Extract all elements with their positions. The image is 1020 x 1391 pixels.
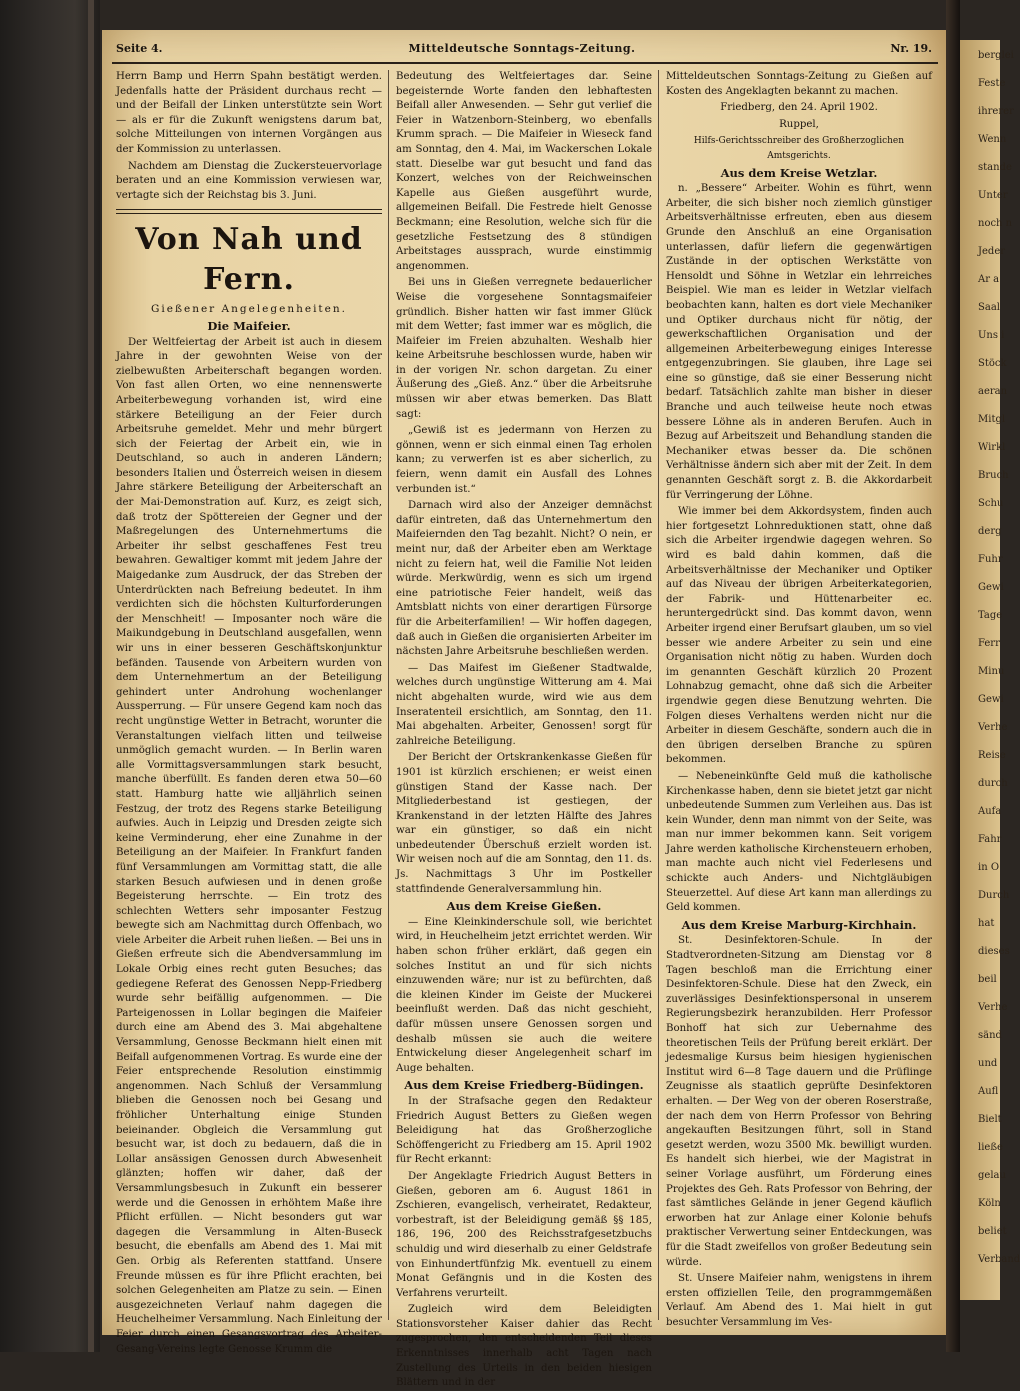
article-text: Der Weltfeiertag der Arbeit ist auch in diesem Jahre in der gewohnten Weise von der zielbewußten Arbeiterschaft begangen worden. Von fast allen Orten, wo eine nennenswerte Arbeiterbewegung vorhanden ist, wird eine stärkere Beteiligung an der Feier durch Arbeitsruhe gemeldet. Mehr und mehr bürgert sich der Feiertag der Arbeit ein, wie in Deutschland, so auch in anderen Ländern; besonders Italien und Österreich weisen in diesem Jahre stärkere Beteiligung der Arbeiterschaft an der Mai-Demonstration auf. Kurz, es zeigt sich, daß trotz der Spöttereien der Gegner und der Maßregelungen des Unternehmertums die Arbeiter ihr selbst geschaffenes Fest treu bewahren. Gewaltiger kommt mit jedem Jahre der Maigedanke zum Ausdruck, der das Streben der Unterdrückten nach Befreiung bedeutet. In ihm verdichten sich die höchsten Kulturforderungen der Menschheit! — Imposanter noch wäre die Maikundgebung in Deutschland ausgefallen, wenn wir uns in einer besseren Geschäftskonjunktur befänden. Tausende von Arbeitern wurden von dem Unternehmertum an der Beteiligung gehindert unter Androhung wochenlanger Aussperrung. — Für unsere Gegend kam noch das recht ungünstige Wetter in Betracht, worunter die Veranstaltungen vielfach litten und teilweise unmöglich gemacht wurden. — In Berlin waren alle Vormittagsversammlungen stark besucht, manche überfüllt. Es fanden deren etwa 50—60 statt. Hamburg hatte wie alljährlich seinen Festzug, der trotz des Regens starke Beteiligung aufwies. Auch in Leipzig und Dresden zeigte sich keine Verminderung, eher eine Zunahme in der Beteiligung an der Maifeier. In Frankfurt fanden fünf Versammlungen am Vormittag statt, die alle starken Besuch aufwiesen und in denen große Begeisterung herrschte. — Ein trotz des schlechten Wetters sehr imposanter Festzug bewegte sich am Nachmittag durch Offenbach, wo viele Arbeiter die Arbeit ruhen ließen. — Bei uns in Gießen erfreute sich die Abendversammlung im Lokale Orbig eines recht guten Besuches; das gediegene Referat des Genossen Nepp-Friedberg wurde sehr beifällig aufgenommen. — Die Parteigenossen in Lollar begingen die Maifeier durch eine am Abend des 3. Mai abgehaltene Versammlung, Genosse Beckmann hielt einen mit Beifall aufgenommenen Vortrag. Es wurde eine der Feier entsprechende Resolution einstimmig angenommen. Nach Schluß der Versammlung blieben die Genossen noch bei Gesang und fröhlicher Unterhaltung einige Stunden beieinander. Obgleich die Versammlung gut besucht war, ist doch zu bedauern, daß die in Lollar ansässigen Genossen durch Abwesenheit glänzten; hoffen wir daher, daß der Versammlungsbesuch in Zukunft ein besserer werde und die Genossen in erhöhtem Maße ihre Pflicht erfüllen. — Nicht besonders gut war dagegen die Versammlung in Alten-Buseck besucht, die ebenfalls am Abend des 1. Mai mit Gen. Orbig als Referenten stattfand. Unsere Freunde müssen es für ihre Pflicht erachten, bei solchen Gelegenheiten am Platze zu sein. — Einen ausgezeichneten Verlauf nahm dagegen die Heuchelheimer Versammlung. Nach Einleitung der Feier durch einen Gesangsvortrag des Arbeiter-Gesang-Vereins legte Genosse Krumm die (116, 336, 382, 1355)
facing-text-fragment: Gewi (978, 694, 1004, 705)
facing-text-fragment: Saal (978, 302, 1000, 313)
article-heading: Aus dem Kreise Gießen. (446, 899, 602, 914)
facing-page-edge (960, 40, 1020, 1300)
facing-text-fragment: aeran (978, 386, 1008, 397)
facing-text-fragment: hat (978, 918, 995, 929)
facing-text-fragment: beil (978, 974, 997, 985)
facing-text-fragment: in O (978, 862, 1000, 873)
facing-text-fragment: stande (978, 162, 1012, 173)
header-rule (112, 62, 938, 64)
issue-number: Nr. 19. (890, 42, 932, 55)
column-separator (658, 70, 659, 1320)
article-heading: Aus dem Kreise Marburg-Kirchhain. (681, 917, 917, 932)
page-header (102, 42, 946, 62)
facing-text-fragment: berglei (978, 50, 1014, 61)
facing-text-fragment: Wenn (978, 134, 1007, 145)
facing-text-fragment: Bielt (978, 1114, 1002, 1125)
facing-text-fragment: Jeder (978, 246, 1006, 257)
facing-text-fragment: sänd (978, 1030, 1002, 1041)
column-1 (116, 70, 382, 1355)
facing-text-fragment: ihrerer (978, 106, 1014, 117)
article-text: Darnach wird also der Anzeiger demnächst dafür eintreten, daß das Unternehmertum den Maifeiernden den Tag bezahlt. Nicht? O nein, er meint nur, daß der Arbeiter eben am Werktage nicht zu feiern hat, weil die Familie Not leiden würde. Merkwürdig, wenn es sich um irgend eine patriotische Feier handelt, weiß das Amtsblatt nichts von einer derartigen Fürsorge für die Arbeiterfamilien! — Wir hoffen dagegen, daß auch in Gießen die organisierten Arbeiter im nächsten Jahre Arbeitsruhe beschließen werden. (396, 500, 652, 658)
article-heading: Die Maifeier. (207, 318, 291, 333)
signature-title: Hilfs-Gerichtsschreiber des Großherzoglichen Amtsgerichts. (693, 136, 905, 161)
facing-text-fragment: Aufl (978, 1086, 999, 1097)
facing-text-fragment: Reise (978, 750, 1006, 761)
sub-heading: Gießener Angelegenheiten. (151, 303, 347, 316)
binding-stitch (88, 0, 94, 1352)
facing-text-fragment: Tage (978, 610, 1003, 621)
facing-text-fragment: Ferr (978, 638, 1000, 649)
article-heading: Aus dem Kreise Friedberg-Büdingen. (404, 1078, 644, 1093)
section-big-heading: Von Nah und Fern. (135, 222, 363, 298)
facing-text-fragment: Schu (978, 498, 1004, 509)
article-text: Bedeutung des Weltfeiertages dar. Seine begeisternde Worte fanden den lebhaftesten Beifall aller Anwesenden. — Sehr gut verlief die Feier in Watzenborn-Steinberg, wo ebenfalls Krumm sprach. — Die Maifeier in Wieseck fand am Sonntag, den 4. Mai, im Wackerschen Lokale statt. Dieselbe war gut besucht und fand das Konzert, welches von der Reichweinschen Kapelle aus Gießen ausgeführt wurde, allgemeinen Beifall. Die Festrede hielt Genosse Beckmann; eine Resolution, welche sich für die gesetzliche Festsetzung des 8 stündigen Arbeitstages aussprach, wurde einstimmig angenommen. (396, 71, 652, 272)
article-text: In der Strafsache gegen den Redakteur Friedrich August Betters zu Gießen wegen Beleidigung hat das Großherzogliche Schöffengericht zu Friedberg am 15. April 1902 für Recht erkannt: (396, 1095, 652, 1166)
page-gutter (946, 0, 960, 1352)
article-text: — Das Maifest im Gießener Stadtwalde, welches durch ungünstige Witterung am 4. Mai nicht abgehalten wurde, wird wie aus dem Inseratenteil ersichtlich, am Sonntag, den 11. Mai abgehalten. Arbeiter, Genossen! sorgt für zahlreiche Beteiligung. (396, 662, 652, 747)
facing-text-fragment: Uns i (978, 330, 1005, 341)
article-text: Der Angeklagte Friedrich August Betters in Gießen, geboren am 6. August 1861 in Zschieren, evangelisch, verheiratet, Redakteur, vorbestraft, ist der Beleidigung gemäß §§ 185, 186, 196, 200 des Reichsstrafgesetzbuchs schuldig und wird dieserhalb zu einer Geldstrafe von Einhundertfünfzig Mk. eventuell zu einem Monat Gefängnis und in die Kosten des Verfahrens verurteilt. (396, 1170, 652, 1299)
article-text: — Nebeneinkünfte Geld muß die katholische Kirchenkasse haben, denn sie bietet jetzt gar nicht unbedeutende Summen zum Verleihen aus. Das ist kein Wunder, denn man nimmt von der Seite, was man nur immer bekommen kann. Seit vorigem Jahre werden katholische Kirchensteuern erhoben, man machte auch nicht viel Federlesens und schickte auch Anders- und Nichtgläubigen Steuerzettel. Auf diese Art kann man allerdings zu Geld kommen. (666, 770, 932, 914)
article-text: — Eine Kleinkinderschule soll, wie berichtet wird, in Heuchelheim jetzt errichtet werden. Wir haben schon früher erklärt, daß gegen ein solches Institut an und für sich nichts einzuwenden wäre; nur ist zu befürchten, daß die kleinen Kinder im Geiste der Muckerei beeinflußt werden. Daß das nicht geschieht, dafür müssen unsere Genossen sorgen und deshalb müssen sie auch die weitere Entwickelung dieser Angelegenheit scharf im Auge behalten. (396, 916, 652, 1074)
facing-text-fragment: beliet (978, 1226, 1007, 1237)
facing-text-fragment: Bruch (978, 470, 1009, 481)
facing-text-fragment: und (978, 1058, 998, 1069)
facing-text-fragment: Wirkl (978, 442, 1006, 453)
facing-text-fragment: Feste (978, 78, 1006, 89)
facing-text-fragment: Verhe (978, 1002, 1008, 1013)
facing-text-fragment: Aufa (978, 806, 1002, 817)
article-text: Bei uns in Gießen verregnete bedauerlicher Weise die vorgesehene Sonntagsmaifeier gründlich. Bisher hatten wir fast immer Glück mit dem Wetter; fast immer war es möglich, die Maifeier im Freien abzuhalten. Weshalb hier keine Arbeitsruhe beschlossen wurde, haben wir in der vorigen Nr. schon dargetan. Zu einer Äußerung des „Gieß. Anz.“ über die Arbeitsruhe müssen wir aber etwas bemerken. Das Blatt sagt: (396, 277, 652, 420)
signature-name: Ruppel, (779, 118, 819, 130)
article-text: Der Bericht der Ortskrankenkasse Gießen für 1901 ist kürzlich erschienen; er weist einen günstigen Stand der Kasse nach. Der Mitgliederbestand ist gestiegen, der Krankenstand in der letzten Hälfte des Jahres war ein günstiger, so daß ein nicht unbedeutender Überschuß erzielt worden ist. Wir weisen noch auf die am Sonntag, den 11. ds. Js. Nachmittags 3 Uhr im Postkeller stattfindende Generalversammlung hin. (396, 752, 652, 895)
column-2 (396, 70, 652, 1389)
dateline: Friedberg, den 24. April 1902. (720, 102, 878, 114)
newspaper-title: Mitteldeutsche Sonntags-Zeitung. (408, 42, 636, 55)
facing-text-fragment: Verhe (978, 722, 1008, 733)
article-text: St. Unsere Maifeier nahm, wenigstens in ihrem ersten offiziellen Teile, den programmgemäßen Verlauf. Am Abend des 1. Mai hielt in gut besuchter Versammlung im Ves- (666, 1273, 932, 1328)
article-text: Zugleich wird dem Beleidigten Stationsvorsteher Kaiser dahier das Recht zugesprochen, den entscheidenden Teil dieses Erkenntnisses innerhalb acht Tagen nach Zustellung des Urteils in den beiden hiesigen Blättern und in der (396, 1304, 652, 1389)
facing-text-fragment: Köln (978, 1198, 1001, 1209)
facing-text-fragment: durch (978, 778, 1008, 789)
facing-text-fragment: Fahr (978, 834, 1002, 845)
facing-text-fragment: ließe (978, 1142, 1003, 1153)
facing-text-fragment: Durch (978, 890, 1010, 901)
book-binding (0, 0, 100, 1352)
facing-text-fragment: Mitgl (978, 414, 1006, 425)
article-text: n. „Bessere“ Arbeiter. Wohin es führt, wenn Arbeiter, die sich bisher noch ziemlich günstiger Arbeitsverhältnisse erfreuten, eben aus diesem Grunde den Anschluß an eine Organisation unterlassen, dafür liefern die gegenwärtigen Zustände in der optischen Werkstätte von Hensoldt und Söhne in Wetzlar ein lehrreiches Beispiel. Wie man es leider in Wetzlar vielfach beobachten kann, halten es dort viele Mechaniker und Optiker durchaus nicht für nötig, der gewerkschaftlichen Organisation und der allgemeinen Arbeiterbewegung einiges Interesse entgegenzubringen. Sie glauben, ihre Lage sei eine so günstige, daß sie einer Besserung nicht bedarf. Tatsächlich zahlte man bisher in dieser Branche und auch teilweise heute noch etwas bessere Löhne als in anderen Berufen. Auch in Bezug auf Arbeitszeit und Behandlung standen die Mechaniker etwas besser da. Die schönen Verhältnisse ändern sich aber mit der Zeit. In dem genannten Geschäft sorgt z. B. die Akkordarbeit für Verringerung der Löhne. (666, 183, 932, 501)
facing-text-fragment: Fuhr (978, 554, 1003, 565)
article-text: Mitteldeutschen Sonntags-Zeitung zu Gießen auf Kosten des Angeklagten bekannt zu machen. (666, 71, 932, 97)
column-separator (388, 70, 389, 1320)
article-text: St. Desinfektoren-Schule. In der Stadtverordneten-Sitzung am Dienstag vor 8 Tagen beschloß man die Errichtung einer Desinfektoren-Schule. Diese hat den Zweck, ein zuverlässiges Desinfektionspersonal in unserem Regierungsbezirk heranzubilden. Herr Professor Bonhoff hat sich zur Uebernahme des theoretischen Teils der Prüfung bereit erklärt. Der jedesmalige Kursus beim hiesigen hygienischen Institut wird 6—8 Tage dauern und die Prüflinge Zeugnisse als staatlich geprüfte Desinfektoren erhalten. — Der Weg von der oberen Roserstraße, der nach dem von Herrn Professor von Behring angekauften Besitzungen führt, soll in Stand gesetzt werden, wozu 3500 Mk. bewilligt wurden. Es handelt sich hierbei, wie der Magistrat in seiner Vorlage ausführt, um Förderung eines Projektes des Geh. Rats Professor von Behring, der fast sämtliches Gelände in jener Gegend käuflich erworben hat zur Anlage einer Kolonie behufs praktischer Verwertung seiner Entdeckungen, was für die Stadt zweifellos von großer Bedeutung sein würde. (666, 935, 932, 1268)
article-text: Herrn Bamp und Herrn Spahn bestätigt werden. Jedenfalls hatte der Präsident durchaus recht — und der Beifall der Linken unterstützte sein Wort — als er für die Zukunft wenigstens darum bat, solche Mitteilungen von internen Vorgängen aus der Kommission zu unterlassen. (116, 71, 382, 155)
page-number: Seite 4. (116, 42, 163, 55)
facing-text-fragment: Minu (978, 666, 1005, 677)
article-text: Nachdem am Dienstag die Zuckersteuervorlage beraten und an eine Kommission verwiesen war, vertagte sich der Reichstag bis 3. Juni. (116, 160, 382, 201)
facing-text-fragment: Stöck (978, 358, 1007, 369)
article-heading: Aus dem Kreise Wetzlar. (720, 165, 878, 180)
facing-text-fragment: Unter (978, 190, 1008, 201)
divider (116, 209, 382, 214)
article-text: Wie immer bei dem Akkordsystem, finden auch hier fortgesetzt Lohnreduktionen statt, ohne daß sich die Arbeiter irgendwie dagegen wehren. So wird es bald dahin kommen, daß die Arbeitsverhältnisse der Mechaniker und Optiker auf das Niveau der übrigen Arbeiterkategorien, der Fabrik- und Hüttenarbeiter ec. heruntergedrückt sind. Das kommt davon, wenn Arbeiter irgend einer Berufsart glauben, um so viel besser wie andere Arbeiter zu sein und eine Organisation nicht nötig zu haben. Wurden doch im genannten Geschäft kürzlich 20 Prozent Lohnabzug gemacht, ohne daß sich die Arbeiter irgendwie gegen diese Benutzung wehrten. Die Folgen dieses Verhaltens werden nicht nur die Arbeiter in diesem Geschäfte, sondern auch die in den übrigen derselben Branche zu spüren bekommen. (666, 506, 932, 766)
facing-text-fragment: derg (978, 526, 1002, 537)
facing-text-fragment: gelau (978, 1170, 1006, 1181)
facing-text-fragment: dieses (978, 946, 1010, 957)
column-3 (666, 70, 932, 1328)
quote-text: „Gewiß ist es jedermann von Herzen zu gönnen, wenn er sich einmal einen Tag erholen kann; zu verwerfen ist es aber sicherlich, zu feiern, wenn damit ein Ausfall des Lohnes verbunden ist.“ (396, 425, 652, 495)
facing-text-fragment: Verband (978, 1254, 1020, 1265)
facing-text-fragment: Gewi (978, 582, 1004, 593)
facing-text-fragment: Ar a (978, 274, 1000, 285)
facing-text-fragment: noch n (978, 218, 1013, 229)
newspaper-page (102, 30, 946, 1389)
